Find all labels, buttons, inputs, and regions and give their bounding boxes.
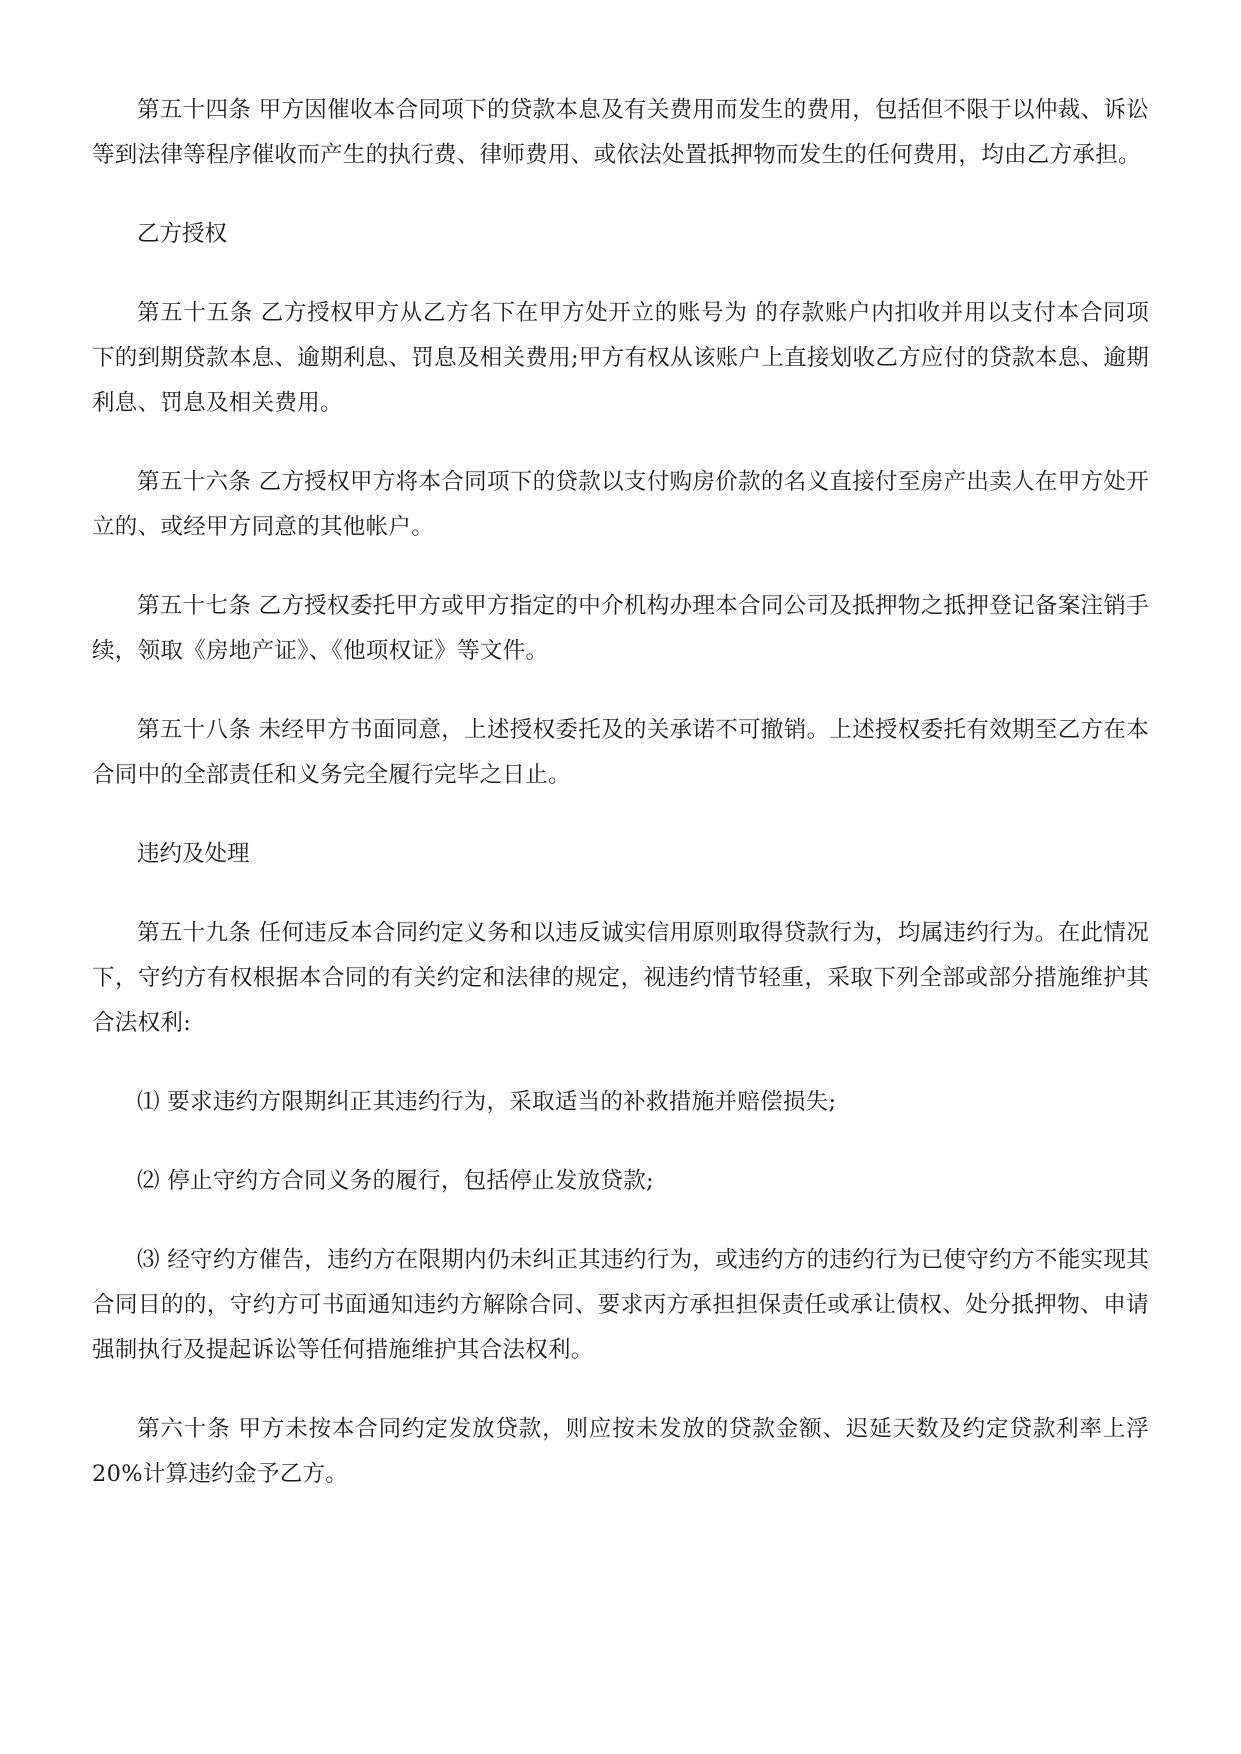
article-58: 第五十八条 未经甲方书面同意，上述授权委托及的关承诺不可撤销。上述授权委托有效期至乙方在本合同中的全部责任和义务完全履行完毕之日止。 xyxy=(92,717,1149,788)
section-heading-breach: 违约及处理 xyxy=(137,841,250,867)
article-60: 第六十条 甲方未按本合同约定发放贷款，则应按未发放的贷款金额、迟延天数及约定贷款利率上浮 20%计算违约金予乙方。 xyxy=(92,1416,1149,1487)
article-59: 第五十九条 任何违反本合同约定义务和以违反诚实信用原则取得贷款行为，均属违约行为。在此情况下，守约方有权根据本合同的有关约定和法律的规定，视违约情节轻重，采取下列全部或部分措施维护其合法权利: xyxy=(92,920,1149,1036)
article-55: 第五十五条 乙方授权甲方从乙方名下在甲方处开立的账号为 的存款账户内扣收并用以支付本合同项下的到期贷款本息、逾期利息、罚息及相关费用;甲方有权从该账户上直接划收乙方应付的贷款本息、逾期利息、罚息及相关费用。 xyxy=(92,300,1149,416)
article-56: 第五十六条 乙方授权甲方将本合同项下的贷款以支付购房价款的名义直接付至房产出卖人在甲方处开立的、或经甲方同意的其他帐户。 xyxy=(92,469,1149,540)
section-heading-authorization: 乙方授权 xyxy=(137,221,228,247)
measure-item-1: ⑴ 要求违约方限期纠正其违约行为，采取适当的补救措施并赔偿损失; xyxy=(137,1089,837,1115)
article-57: 第五十七条 乙方授权委托甲方或甲方指定的中介机构办理本合同公司及抵押物之抵押登记备案注销手续，领取《房地产证》、《他项权证》等文件。 xyxy=(92,593,1149,664)
measure-item-2: ⑵ 停止守约方合同义务的履行，包括停止发放贷款; xyxy=(137,1168,654,1194)
article-54: 第五十四条 甲方因催收本合同项下的贷款本息及有关费用而发生的费用，包括但不限于以仲裁、诉讼等到法律等程序催收而产生的执行费、律师费用、或依法处置抵押物而发生的任何费用，均由乙方承担。 xyxy=(92,97,1149,168)
measure-item-3: ⑶ 经守约方催告，违约方在限期内仍未纠正其违约行为，或违约方的违约行为已使守约方不能实现其合同目的的，守约方可书面通知违约方解除合同、要求丙方承担担保责任或承让债权、处分抵押物、申请强制执行及提起诉讼等任何措施维护其合法权利。 xyxy=(92,1247,1149,1363)
